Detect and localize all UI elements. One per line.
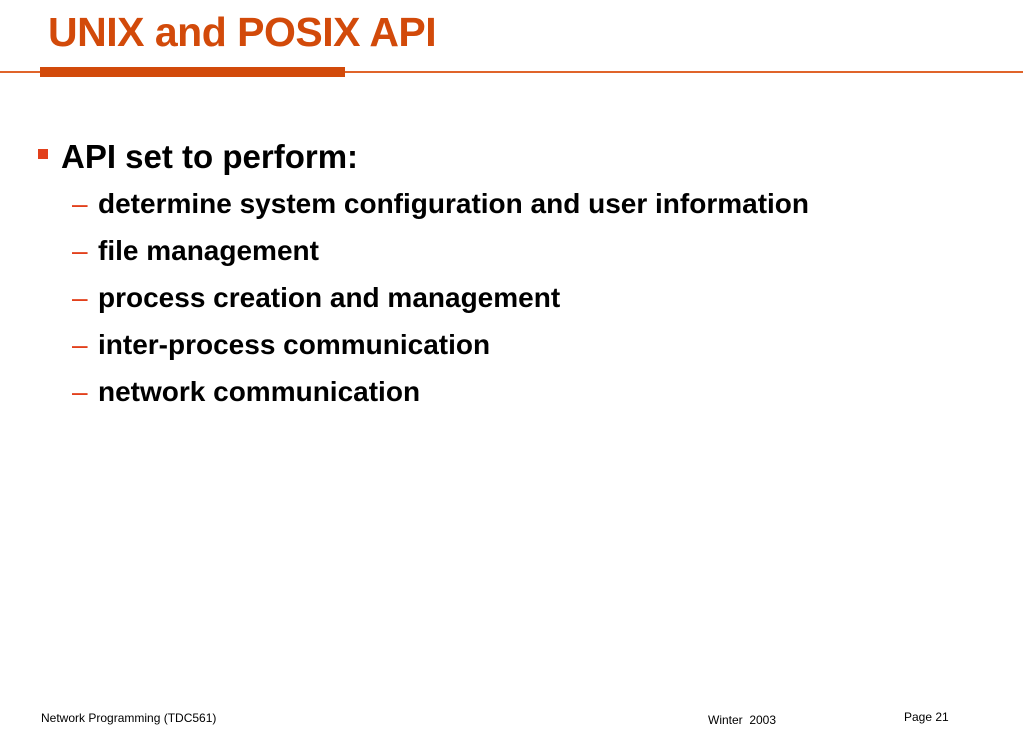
sub-bullet-text: determine system configuration and user information bbox=[98, 188, 810, 219]
title-underline-accent bbox=[40, 67, 345, 77]
main-bullet-text: API set to perform: bbox=[61, 138, 359, 175]
sub-bullet-item bbox=[72, 325, 809, 372]
dash-icon: – bbox=[72, 188, 88, 219]
footer-term: Winter 2003 bbox=[708, 713, 777, 727]
slide-title: UNIX and POSIX API bbox=[48, 9, 437, 55]
dash-icon: – bbox=[72, 235, 88, 266]
sub-bullet-text: file management bbox=[98, 235, 319, 266]
sub-bullet-list bbox=[72, 184, 809, 419]
sub-bullet-item bbox=[72, 278, 809, 325]
sub-bullet-item bbox=[72, 184, 809, 231]
footer-course: Network Programming (TDC561) bbox=[41, 711, 217, 725]
dash-icon: – bbox=[72, 376, 88, 407]
dash-icon: – bbox=[72, 282, 88, 313]
sub-bullet-text: process creation and management bbox=[98, 282, 561, 313]
sub-bullet-text: inter-process communication bbox=[98, 329, 491, 360]
sub-bullet-text: network communication bbox=[98, 376, 421, 407]
main-bullet bbox=[38, 135, 358, 179]
dash-icon: – bbox=[72, 329, 88, 360]
footer-page-number: Page 21 bbox=[904, 710, 949, 724]
sub-bullet-item bbox=[72, 231, 809, 278]
square-bullet-icon bbox=[38, 149, 48, 159]
sub-bullet-item bbox=[72, 372, 809, 419]
